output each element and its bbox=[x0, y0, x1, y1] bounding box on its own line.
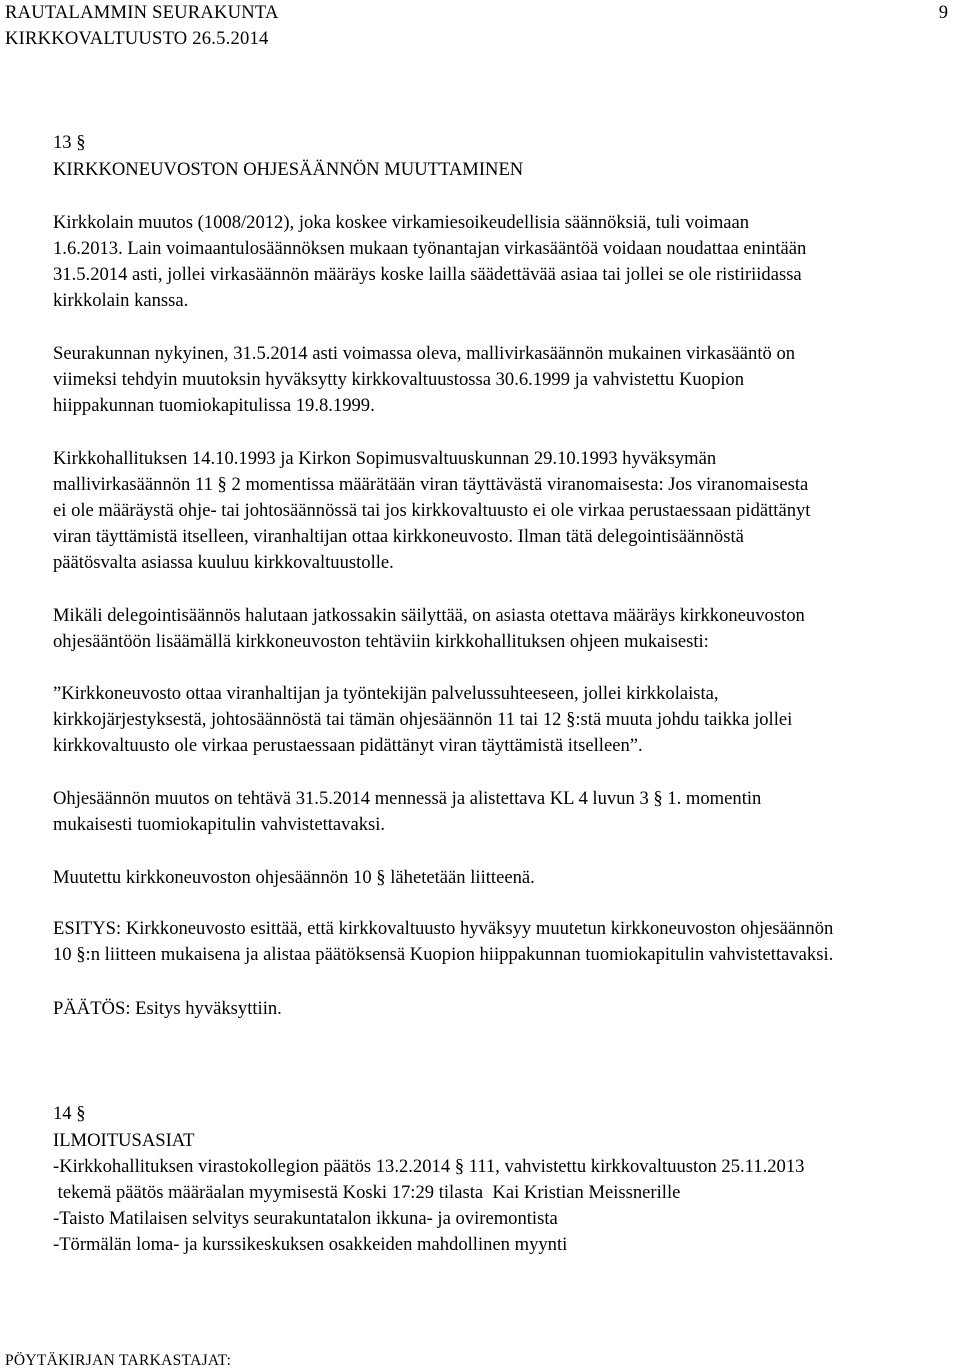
list-item: -Taisto Matilaisen selvitys seurakuntatalon ikkuna- ja oviremontista bbox=[53, 1208, 558, 1229]
section-14-title: ILMOITUSASIAT bbox=[53, 1130, 195, 1151]
text-line: ei ole määräystä ohje- tai johtosäännössä tai jos kirkkovaltuusto ei ole virkaa perustaessaan pidättänyt bbox=[53, 500, 811, 521]
paragraph-law-change bbox=[53, 210, 954, 314]
text-line: ”Kirkkoneuvosto ottaa viranhaltijan ja työntekijän palvelussuhteeseen, jollei kirkkolaista, bbox=[53, 683, 719, 704]
quoted-rule bbox=[53, 681, 954, 759]
text-line: ohjesääntöön lisäämällä kirkkoneuvoston tehtäviin kirkkohallituksen ohjeen mukaisesti: bbox=[53, 631, 709, 652]
text-line: mallivirkasäännön 11 § 2 momentissa määrätään viran täyttävästä viranomaisesta: Jos viranomaisesta bbox=[53, 474, 809, 495]
text-line: Kirkkolain muutos (1008/2012), joka koskee virkamiesoikeudellisia säännöksiä, tuli voimaan bbox=[53, 212, 750, 233]
text-line: kirkkojärjestyksestä, johtosäännöstä tai tämän ohjesäännön 11 tai 12 §:stä muuta johdu taikka jollei bbox=[53, 709, 793, 730]
text-line: Ohjesäännön muutos on tehtävä 31.5.2014 mennessä ja alistettava KL 4 luvun 3 § 1. momentin bbox=[53, 788, 762, 809]
paragraph-attachment: Muutettu kirkkoneuvoston ohjesäännön 10 § lähetetään liitteenä. bbox=[53, 867, 535, 888]
list-item: tekemä päätös määräalan myymisestä Koski 17:29 tilasta Kai Kristian Meissnerille bbox=[53, 1182, 681, 1203]
text-line: Mikäli delegointisäännös halutaan jatkossakin säilyttää, on asiasta otettava määräys kirkkoneuvoston bbox=[53, 605, 805, 626]
header-organization: RAUTALAMMIN SEURAKUNTA bbox=[5, 2, 279, 23]
footer-reviewers-label: PÖYTÄKIRJAN TARKASTAJAT: bbox=[5, 1352, 232, 1369]
paragraph-model-rules bbox=[53, 446, 954, 576]
section-14-number: 14 § bbox=[53, 1103, 86, 1124]
header-meeting: KIRKKOVALTUUSTO 26.5.2014 bbox=[5, 28, 269, 49]
list-item: -Törmälän loma- ja kurssikeskuksen osakkeiden mahdollinen myynti bbox=[53, 1234, 568, 1255]
text-line: ESITYS: Kirkkoneuvosto esittää, että kirkkovaltuusto hyväksyy muutetun kirkkoneuvoston ohjesäännön bbox=[53, 918, 834, 939]
paragraph-deadline bbox=[53, 786, 954, 838]
text-line: mukaisesti tuomiokapitulin vahvistettavaksi. bbox=[53, 814, 386, 835]
announcements-list bbox=[53, 1154, 954, 1258]
paragraph-delegation bbox=[53, 603, 954, 655]
text-line: 1.6.2013. Lain voimaantulosäännöksen mukaan työnantajan virkasääntöä voidaan noudattaa enintään bbox=[53, 238, 807, 259]
text-line: päätösvalta asiassa kuuluu kirkkovaltuustolle. bbox=[53, 552, 394, 573]
proposal bbox=[53, 916, 954, 968]
list-item: -Kirkkohallituksen virastokollegion päätös 13.2.2014 § 111, vahvistettu kirkkovaltuuston 25.11.2013 bbox=[53, 1156, 805, 1177]
text-line: kirkkolain kanssa. bbox=[53, 290, 189, 311]
decision: PÄÄTÖS: Esitys hyväksyttiin. bbox=[53, 998, 282, 1019]
text-line: viimeksi tehdyin muutoksin hyväksytty kirkkovaltuustossa 30.6.1999 ja vahvistettu Kuopion bbox=[53, 369, 745, 390]
paragraph-current-rules bbox=[53, 341, 954, 419]
text-line: Seurakunnan nykyinen, 31.5.2014 asti voimassa oleva, mallivirkasäännön mukainen virkasääntö on bbox=[53, 343, 796, 364]
section-13-title: KIRKKONEUVOSTON OHJESÄÄNNÖN MUUTTAMINEN bbox=[53, 159, 524, 180]
text-line: 31.5.2014 asti, jollei virkasäännön määräys koske lailla säädettävää asiaa tai jollei se ole ristiriidassa bbox=[53, 264, 802, 285]
text-line: viran täyttämistä itselleen, viranhaltijan ottaa kirkkoneuvosto. Ilman tätä delegointisäännöstä bbox=[53, 526, 744, 547]
section-13-number: 13 § bbox=[53, 132, 86, 153]
text-line: hiippakunnan tuomiokapitulissa 19.8.1999. bbox=[53, 395, 375, 416]
text-line: 10 §:n liitteen mukaisena ja alistaa päätöksensä Kuopion hiippakunnan tuomiokapitulin vahvistettavaksi. bbox=[53, 944, 834, 965]
page-number: 9 bbox=[938, 2, 948, 23]
text-line: Kirkkohallituksen 14.10.1993 ja Kirkon Sopimusvaltuuskunnan 29.10.1993 hyväksymän bbox=[53, 448, 717, 469]
text-line: kirkkovaltuusto ole virkaa perustaessaan pidättänyt viran täyttämistä itselleen”. bbox=[53, 735, 643, 756]
